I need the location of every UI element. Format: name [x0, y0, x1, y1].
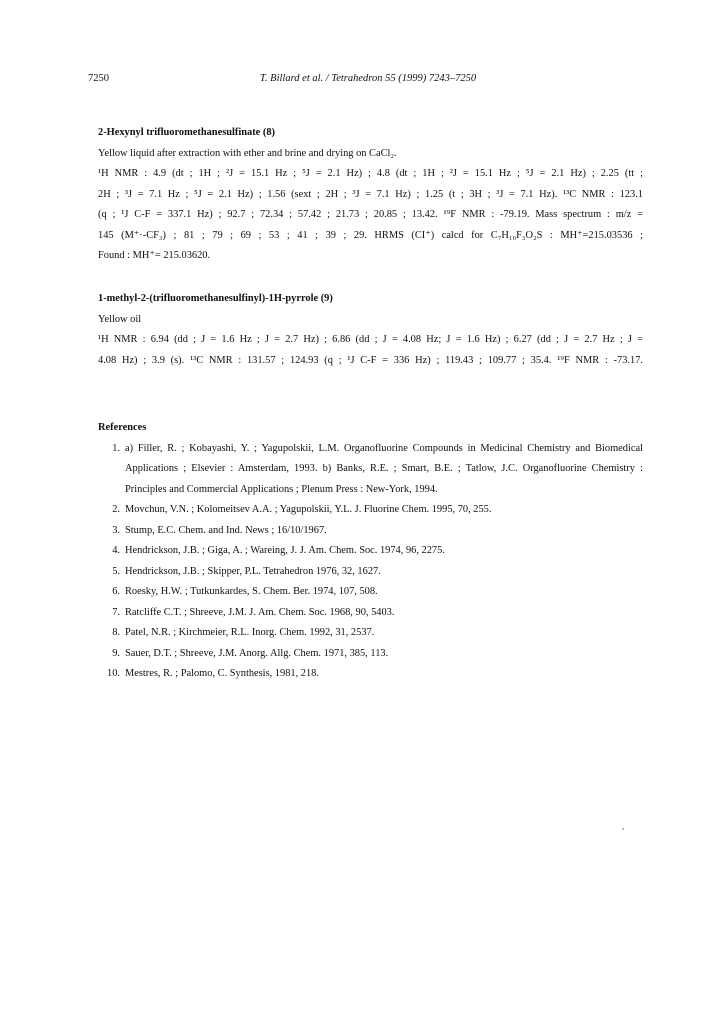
- reference-number: 1.: [112, 442, 120, 454]
- reference-text: Hendrickson, J.B. ; Giga, A. ; Wareing, J. J. Am. Chem. Soc. 1974, 96, 2275.: [125, 545, 445, 556]
- reference-number: 5.: [112, 565, 120, 577]
- reference-item: [98, 541, 643, 562]
- reference-list: [98, 439, 643, 685]
- reference-number: 3.: [112, 524, 120, 536]
- compound-8-section: [98, 123, 643, 267]
- reference-number: 7.: [112, 606, 120, 618]
- compound-8-nmr-line-3: (q ; ¹J C-F = 337.1 Hz) ; 92.7 ; 72.34 ; 57.42 ; 21.73 ; 20.85 ; 13.42. ¹⁹F NMR : -79.19. Mass spectrum : m/z =: [98, 209, 643, 220]
- reference-item: [98, 562, 643, 583]
- references-section: [98, 418, 643, 685]
- reference-number: 4.: [112, 545, 120, 556]
- page-number: 7250: [88, 73, 109, 84]
- reference-text: a) Filler, R. ; Kobayashi, Y. ; Yagupolskii, L.M. Organofluorine Compounds in Medicinal Chemistry and Biomedical Applications ; Elsevier : Amsterdam, 1993. b) Banks, R.E. ; Smart, B.E. ; Tatlow, J.C. Organofluorine Chemistry : Principles and Commercial Applications ; Plenum Press : New-York, 1994.: [125, 442, 643, 495]
- compound-9-nmr-line-2: 4.08 Hz) ; 3.9 (s). ¹³C NMR : 131.57 ; 124.93 (q ; ¹J C-F = 336 Hz) ; 119.43 ; 109.77 ; 35.4. ¹⁹F NMR : -73.17.: [98, 354, 643, 366]
- reference-text: Hendrickson, J.B. ; Skipper, P.L. Tetrahedron 1976, 32, 1627.: [125, 565, 381, 577]
- reference-item: [98, 664, 643, 685]
- reference-text: Patel, N.R. ; Kirchmeier, R.L. Inorg. Chem. 1992, 31, 2537.: [125, 627, 375, 638]
- reference-number: 10.: [107, 668, 120, 679]
- compound-8-nmr-line-2: 2H ; ³J = 7.1 Hz ; ⁵J = 2.1 Hz) ; 1.56 (sext ; 2H ; ³J = 7.1 Hz) ; 1.25 (t ; 3H ; ³J = 7.1 Hz). ¹³C NMR : 123.1: [98, 188, 643, 200]
- compound-8-description: Yellow liquid after extraction with ether and brine and drying on CaCl₂.: [98, 147, 397, 159]
- compound-8-nmr-line-1: ¹H NMR : 4.9 (dt ; 1H ; ²J = 15.1 Hz ; ⁵J = 2.1 Hz) ; 4.8 (dt ; 1H ; ²J = 15.1 Hz ; ⁵J = 2.1 Hz) ; 2.25 (tt ;: [98, 168, 643, 179]
- compound-8-title: 2-Hexynyl trifluoromethanesulfinate (8): [98, 127, 276, 138]
- reference-item: [98, 521, 643, 542]
- reference-item: [98, 644, 643, 665]
- reference-number: 2.: [112, 504, 120, 515]
- references-heading: References: [98, 422, 147, 433]
- reference-number: 8.: [112, 627, 120, 638]
- compound-9-description: Yellow oil: [98, 313, 142, 325]
- reference-text: Sauer, D.T. ; Shreeve, J.M. Anorg. Allg. Chem. 1971, 385, 113.: [125, 647, 389, 659]
- compound-9-nmr-line-1: ¹H NMR : 6.94 (dd ; J = 1.6 Hz ; J = 2.7 Hz) ; 6.86 (dd ; J = 4.08 Hz; J = 1.6 Hz) ; 6.27 (dd ; J = 2.7 Hz ; J =: [98, 334, 643, 345]
- reference-text: Ratcliffe C.T. ; Shreeve, J.M. J. Am. Chem. Soc. 1968, 90, 5403.: [125, 606, 395, 618]
- reference-item: [98, 623, 643, 644]
- compound-9-section: [98, 289, 643, 371]
- reference-number: 6.: [112, 586, 120, 597]
- reference-item: [98, 500, 643, 521]
- running-title: T. Billard et al. / Tetrahedron 55 (1999) 7243–7250: [259, 73, 477, 84]
- reference-text: Roesky, H.W. ; Tutkunkardes, S. Chem. Ber. 1974, 107, 508.: [125, 586, 378, 597]
- compound-9-title: 1-methyl-2-(trifluoromethanesulfinyl)-1H-pyrrole (9): [98, 293, 333, 304]
- scan-speck: [622, 828, 624, 830]
- reference-item: [98, 582, 643, 603]
- reference-item: [98, 603, 643, 624]
- compound-8-found-line: Found : MH⁺= 215.03620.: [98, 250, 211, 261]
- reference-text: Mestres, R. ; Palomo, C. Synthesis, 1981, 218.: [125, 668, 319, 679]
- reference-number: 9.: [112, 647, 120, 659]
- reference-text: Movchun, V.N. ; Kolomeitsev A.A. ; Yagupolskii, Y.L. J. Fluorine Chem. 1995, 70, 255.: [125, 504, 492, 515]
- compound-8-hrms-line: 145 (M⁺·-CF₃) ; 81 ; 79 ; 69 ; 53 ; 41 ; 39 ; 29. HRMS (CI⁺) calcd for C₇H₁₀F₃O₂S : MH⁺=215.03536 ;: [98, 229, 643, 241]
- reference-text: Stump, E.C. Chem. and Ind. News ; 16/10/1967.: [125, 524, 327, 536]
- reference-item: [98, 439, 643, 501]
